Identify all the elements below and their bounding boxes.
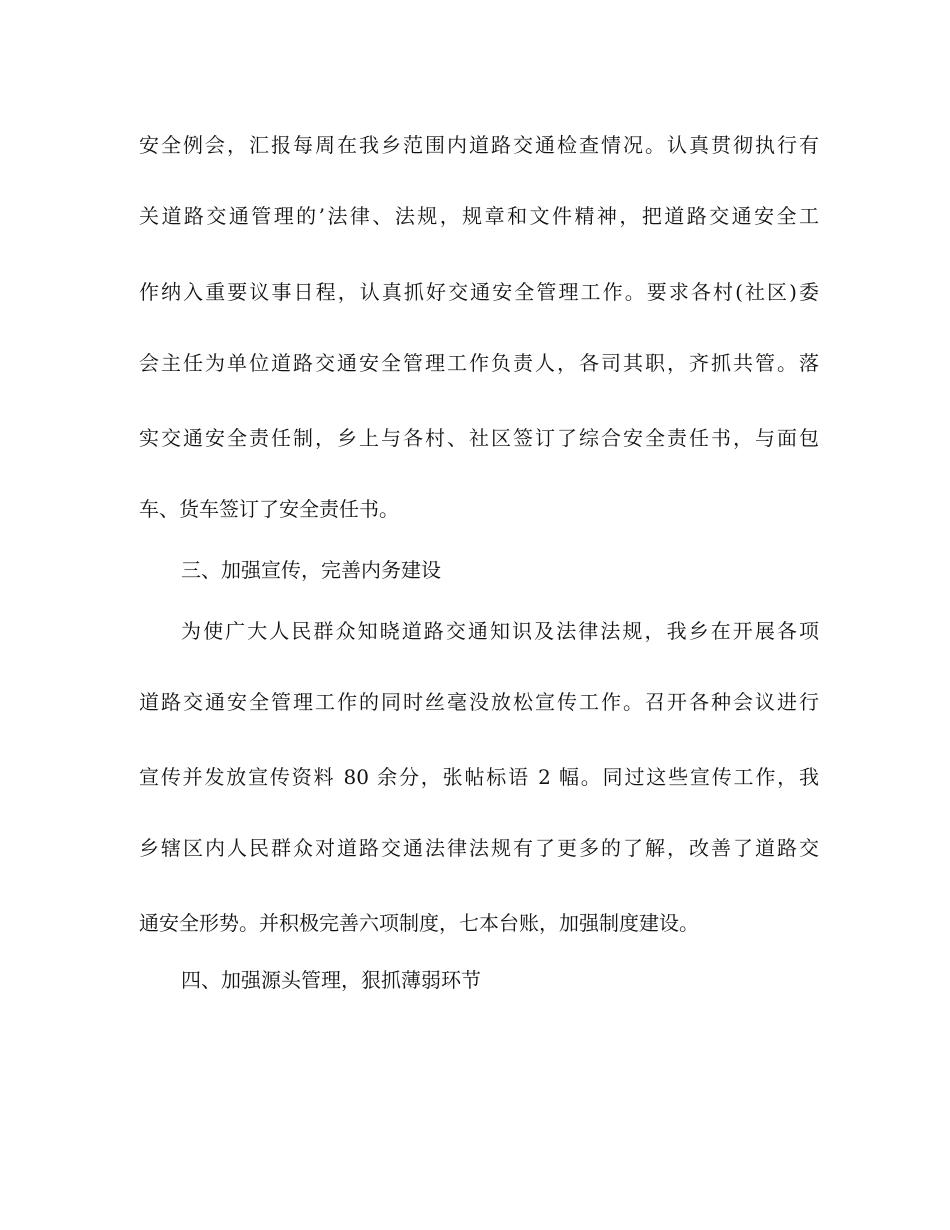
paragraph-line: 为使广大人民群众知晓道路交通知识及法律法规，我乡在开展各项 <box>181 619 819 643</box>
paragraph-line: 安全例会，汇报每周在我乡范围内道路交通检查情况。认真贯彻执行有 <box>139 133 819 157</box>
paragraph-line: 道路交通安全管理工作的同时丝毫没放松宣传工作。召开各种会议进行 <box>139 690 819 714</box>
paragraph-line: 作纳入重要议事日程，认真抓好交通安全管理工作。要求各村(社区)委 <box>139 280 819 304</box>
section-heading: 三、加强宣传，完善内务建设 <box>181 558 441 582</box>
paragraph-line: 关道路交通管理的’法律、法规，规章和文件精神，把道路交通安全工 <box>139 204 819 228</box>
paragraph-line: 实交通安全责任制，乡上与各村、社区签订了综合安全责任书，与面包 <box>139 426 819 450</box>
paragraph-line: 宣传并发放宣传资料 80 余分，张帖标语 2 幅。同过这些宣传工作，我 <box>139 765 819 789</box>
paragraph-line: 通安全形势。并积极完善六项制度，七本台账，加强制度建设。 <box>139 911 699 935</box>
paragraph-line: 车、货车签订了安全责任书。 <box>139 497 399 521</box>
section-heading: 四、加强源头管理，狠抓薄弱环节 <box>181 968 481 992</box>
paragraph-line: 乡辖区内人民群众对道路交通法律法规有了更多的了解，改善了道路交 <box>139 836 819 860</box>
paragraph-line: 会主任为单位道路交通安全管理工作负责人，各司其职，齐抓共管。落 <box>139 351 819 375</box>
